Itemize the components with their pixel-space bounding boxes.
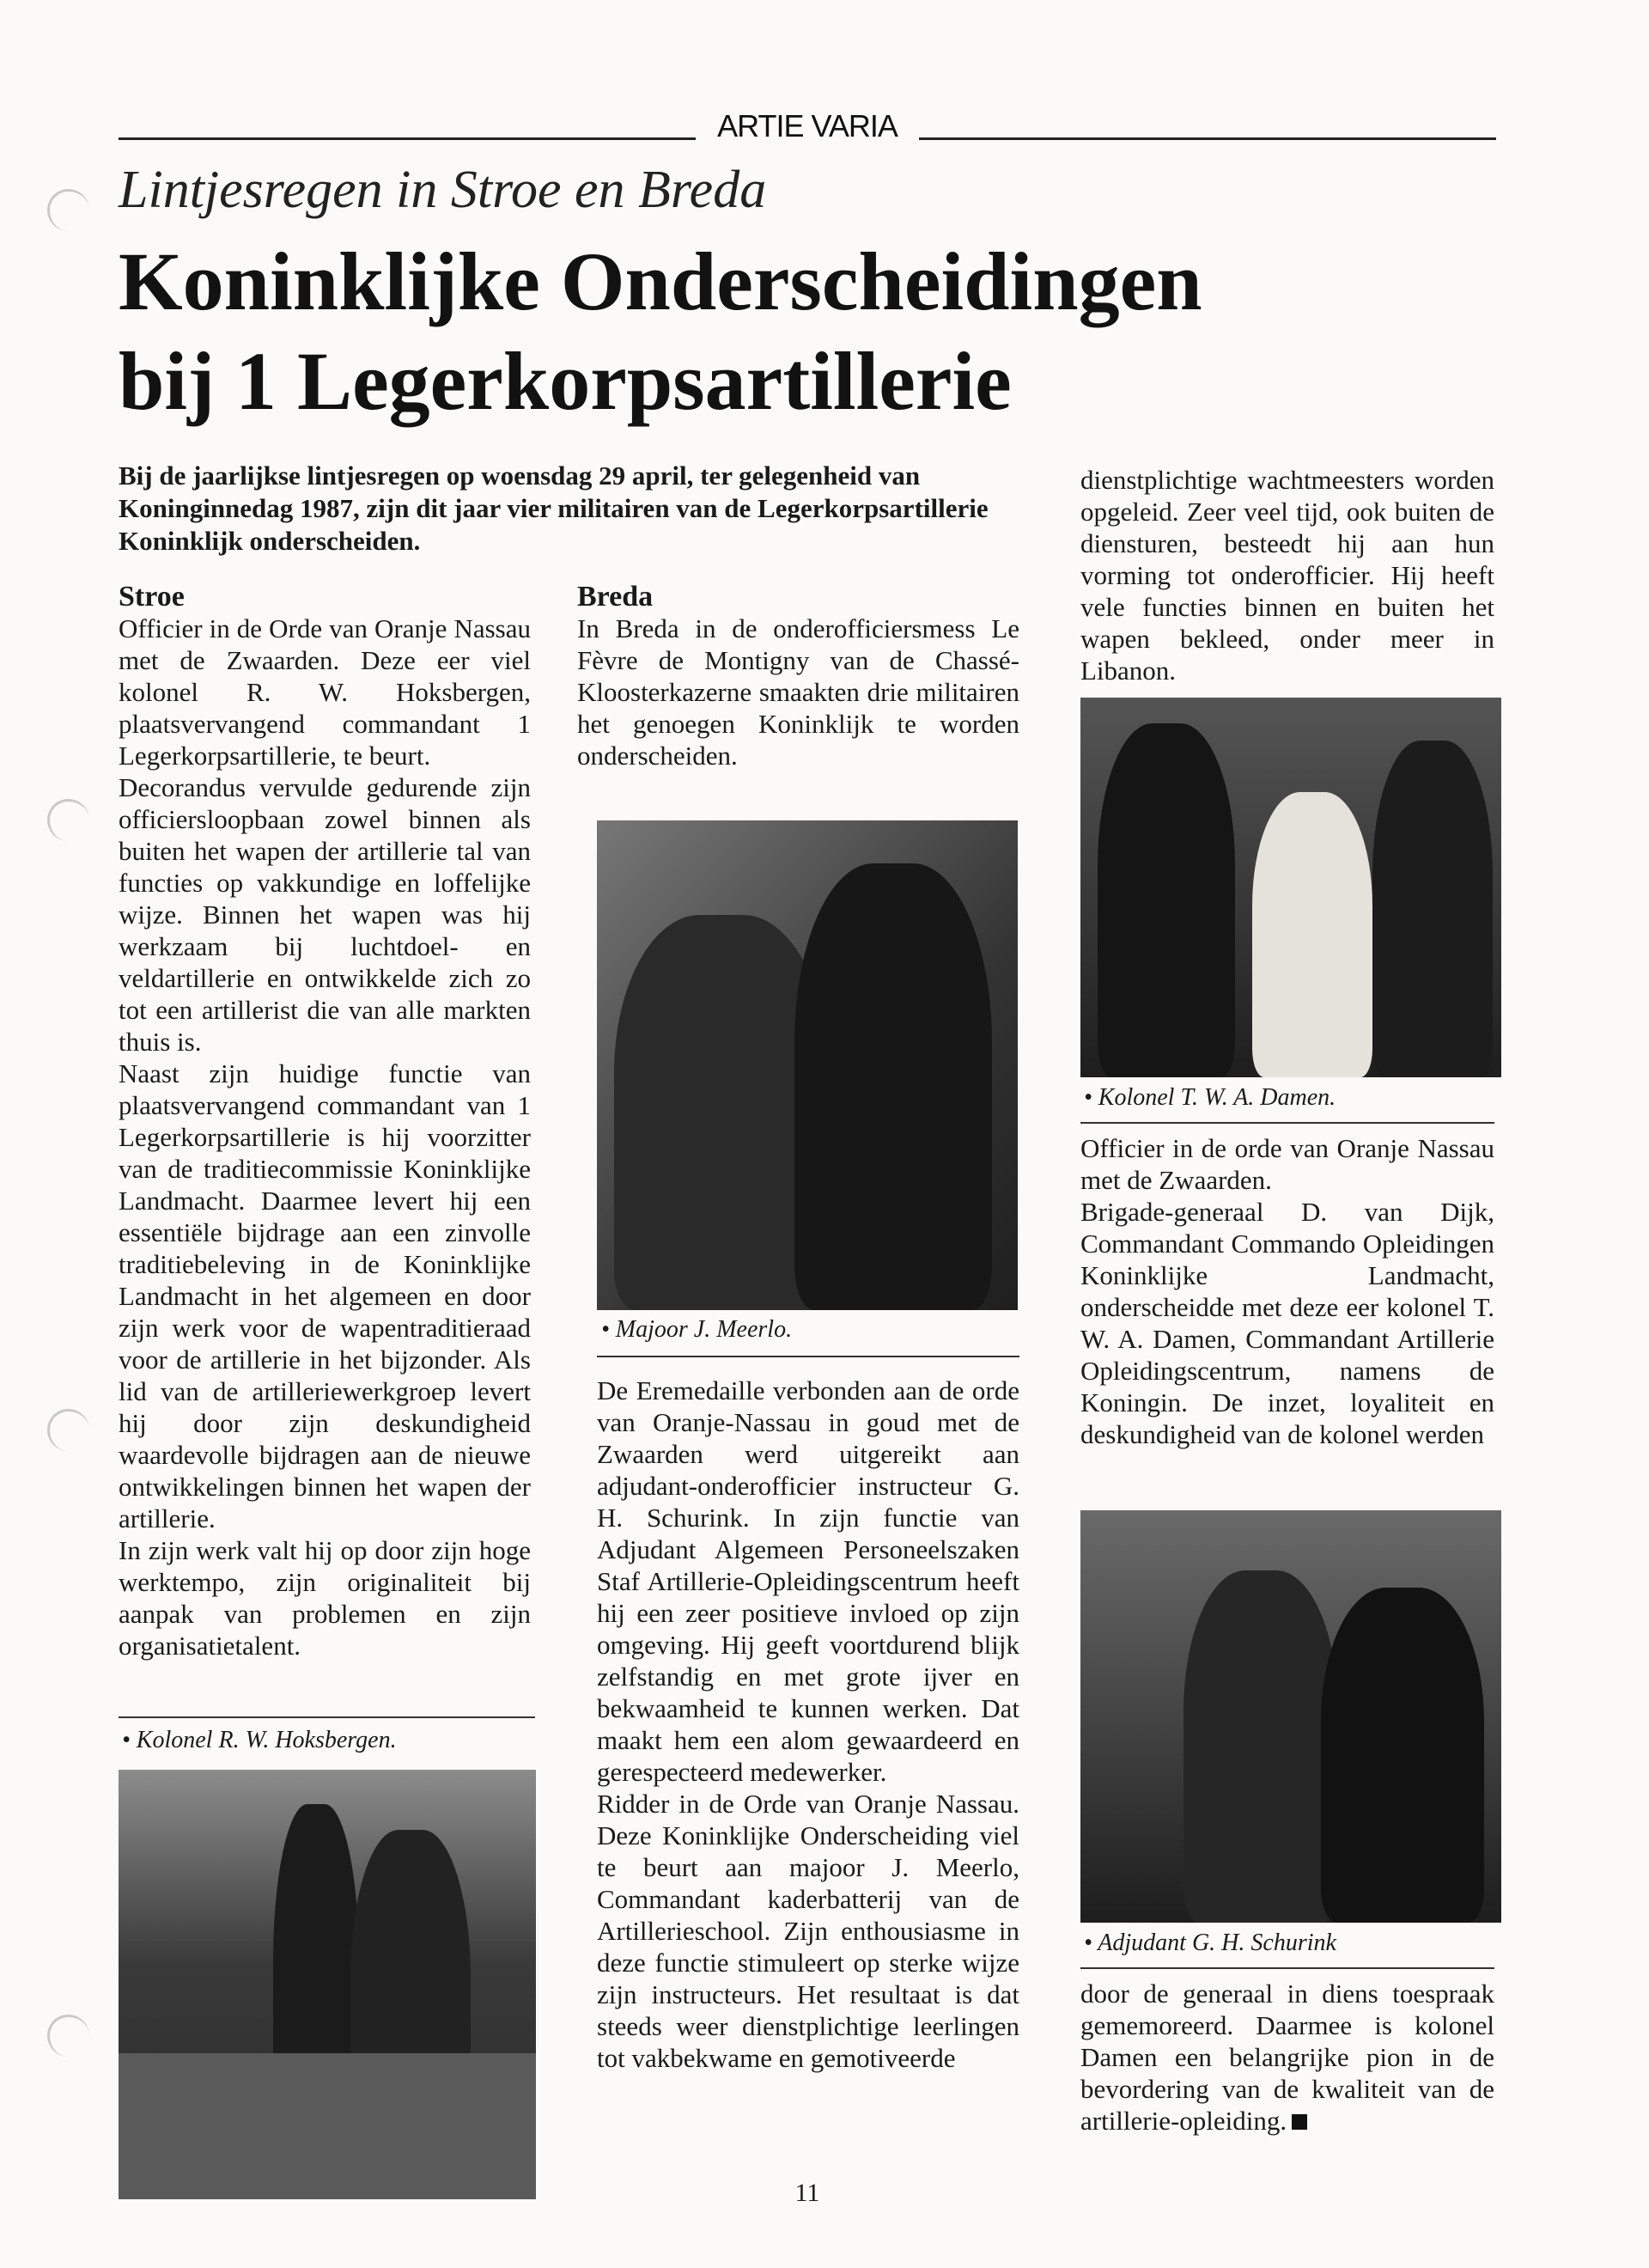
headline-line-2: bij 1 Legerkorpsartillerie	[119, 335, 1012, 427]
end-mark	[1292, 2114, 1307, 2130]
column-three-middle	[1080, 1132, 1494, 1450]
photo-meerlo	[597, 820, 1018, 1310]
photo-damen	[1080, 698, 1501, 1077]
photo-figure	[1252, 792, 1372, 1077]
column-three-top	[1080, 464, 1494, 686]
paragraph: In zijn werk valt hij op door zijn hoge werktempo, zijn originaliteit bij aanpak van problemen en zijn organisatietalent.	[119, 1535, 531, 1661]
lead-paragraph: Bij de jaarlijkse lintjesregen op woensdag 29 april, ter gelegenheid van Koninginnedag 1987, zijn dit jaar vier militairen van de Legerkorpsartillerie Koninklijk onderscheiden.	[119, 460, 989, 556]
caption-rule	[1080, 1122, 1494, 1124]
caption-rule	[119, 1716, 535, 1718]
column-three-bottom	[1080, 1978, 1494, 2137]
paragraph: Officier in de Orde van Oranje Nassau met de Zwaarden. Deze eer viel kolonel R. W. Hoksbergen, plaatsvervangend commandant 1 Legerkorpsartillerie, te beurt.	[119, 613, 531, 771]
photo-caption: • Majoor J. Meerlo.	[601, 1316, 793, 1343]
photo-figure	[1098, 723, 1235, 1077]
column-breda	[577, 581, 1019, 771]
caption-rule	[1080, 1967, 1494, 1969]
page-number: 11	[794, 2179, 820, 2207]
paragraph	[1080, 1978, 1494, 2137]
photo-caption: • Kolonel T. W. A. Damen.	[1084, 1084, 1336, 1111]
kicker: Lintjesregen in Stroe en Breda	[119, 161, 767, 219]
caption-rule	[597, 1356, 1019, 1357]
column-stroe	[119, 581, 531, 1661]
binder-hole	[47, 189, 89, 231]
closing-text: door de generaal in diens toespraak gememoreerd. Daarmee is kolonel Damen een belangrijke pion in de bevordering van de kwaliteit van de artillerie-opleiding.	[1080, 1978, 1494, 2136]
photo-figure	[794, 863, 992, 1310]
section-header: ARTIE VARIA	[717, 108, 898, 143]
header-rule-right	[919, 137, 1496, 140]
binder-hole	[47, 1409, 89, 1451]
binder-hole	[47, 799, 89, 841]
paragraph: Brigade-generaal D. van Dijk, Commandant Commando Opleidingen Koninklijke Landmacht, onderscheidde met deze eer kolonel T. W. A. Damen, Commandant Artillerie Opleidingscentrum, namens de Koningin. De inzet, loyaliteit en deskundigheid van de kolonel werden	[1080, 1197, 1494, 1449]
photo-caption: • Kolonel R. W. Hoksbergen.	[122, 1727, 397, 1753]
photo-figure	[1372, 741, 1493, 1077]
subhead-stroe: Stroe	[119, 581, 185, 613]
paragraph: De Eremedaille verbonden aan de orde van Oranje-Nassau in goud met de Zwaarden werd uitgereikt aan adjudant-onderofficier instructeur G. H. Schurink. In zijn functie van Adjudant Algemeen Personeelszaken Staf Artillerie-Opleidingscentrum heeft hij een zeer positieve invloed op zijn omgeving. Hij geeft voortdurend blijk zelfstandig en met grote ijver en bekwaamheid te kunnen werken. Dat maakt hem een alom gewaardeerd en gerespecteerd medewerker.	[597, 1375, 1019, 1787]
header-rule-left	[119, 137, 696, 140]
photo-schurink	[1080, 1510, 1501, 1923]
headline	[119, 232, 1202, 431]
photo-hoksbergen	[119, 1770, 536, 2199]
paragraph: Naast zijn huidige functie van plaatsvervangend commandant van 1 Legerkorpsartillerie is hij voorzitter van de traditiecommissie Koninklijke Landmacht. Daarmee levert hij een essentiële bijdrage aan een zinvolle traditiebeleving in de Koninklijke Landmacht in het algemeen en door zijn werk voor de wapentraditieraad voor de artillerie in het bijzonder. Als lid van de artilleriewerkgroep levert hij door zijn deskundigheid waardevolle bijdragen aan de nieuwe ontwikkelingen binnen het wapen der artillerie.	[119, 1058, 531, 1533]
paragraph: In Breda in de onderofficiersmess Le Fèvre de Montigny van de Chassé-Kloosterkazerne smaakten drie militairen het genoegen Koninklijk te worden onderscheiden.	[577, 613, 1019, 771]
column-breda-continued	[597, 1375, 1019, 2074]
headline-line-1: Koninklijke Onderscheidingen	[119, 235, 1202, 327]
photo-caption: • Adjudant G. H. Schurink	[1084, 1930, 1336, 1956]
paragraph: Officier in de orde van Oranje Nassau met de Zwaarden.	[1080, 1133, 1494, 1195]
photo-figure	[1321, 1588, 1484, 1923]
subhead-breda: Breda	[577, 581, 654, 613]
photo-ground	[119, 2053, 536, 2199]
binder-hole	[47, 2015, 89, 2057]
paragraph: Ridder in de Orde van Oranje Nassau. Deze Koninklijke Onderscheiding viel te beurt aan majoor J. Meerlo, Commandant kaderbatterij van de Artillerieschool. Zijn enthousiasme in deze functie stimuleert op sterke wijze zijn instructeurs. Het resultaat is dat steeds weer dienstplichtige leerlingen tot vakbekwame en gemotiveerde	[597, 1789, 1019, 2073]
photo-figure	[1184, 1570, 1338, 1923]
paragraph: dienstplichtige wachtmeesters worden opgeleid. Zeer veel tijd, ook buiten de diensturen, besteedt hij aan hun vorming tot onderofficier. Hij heeft vele functies binnen en buiten het wapen bekleed, onder meer in Libanon.	[1080, 465, 1494, 686]
paragraph: Decorandus vervulde gedurende zijn officiersloopbaan zowel binnen als buiten het wapen der artillerie tal van functies op vakkundige en loffelijke wijze. Binnen het wapen was hij werkzaam bij luchtdoel- en veldartillerie en ontwikkelde zich zo tot een artillerist die van alle markten thuis is.	[119, 772, 531, 1057]
